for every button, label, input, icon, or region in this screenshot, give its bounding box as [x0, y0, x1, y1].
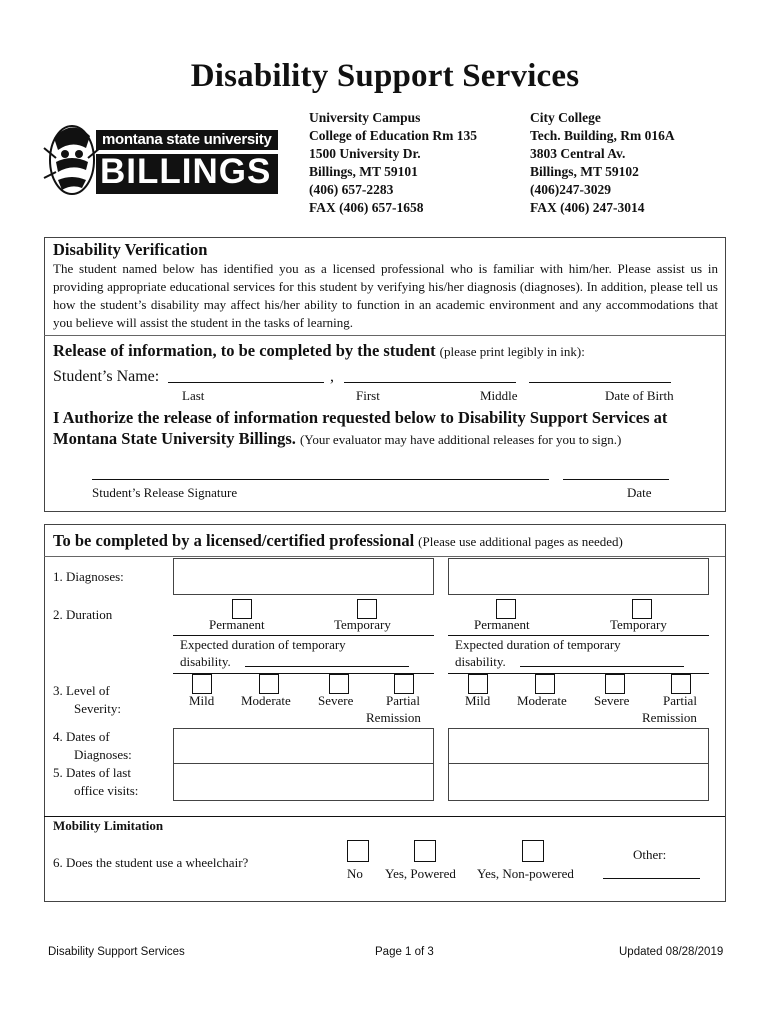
page-number: Page 1 of 3	[375, 946, 434, 958]
address-line: FAX (406) 657-1658	[309, 200, 424, 215]
partial-label-1: Partial	[386, 693, 420, 708]
address-line: (406) 657-2283	[309, 182, 394, 197]
city-college-address	[530, 109, 675, 217]
mild-checkbox-1[interactable]	[192, 674, 212, 694]
dates-office-input-2[interactable]	[448, 763, 709, 801]
other-label: Other:	[633, 847, 667, 862]
moderate-checkbox-1[interactable]	[259, 674, 279, 694]
authorize-note: (Your evaluator may have additional releases for you to sign.)	[299, 432, 622, 447]
release-heading: Release of information, to be completed by the student	[53, 341, 436, 360]
other-field[interactable]	[603, 878, 700, 879]
first-label: First	[356, 388, 380, 403]
date-of-birth-field[interactable]	[529, 382, 671, 383]
temporary-label-2: Temporary	[610, 617, 667, 632]
signature-label: Student’s Release Signature	[92, 485, 238, 500]
signature-date-label: Date	[627, 485, 652, 500]
moderate-label-2: Moderate	[517, 693, 567, 708]
student-name-label: Student’s Name:	[53, 368, 160, 385]
severe-label-2: Severe	[594, 693, 630, 708]
dates-diagnoses-label-1: 4. Dates of	[53, 729, 110, 744]
severe-checkbox-1[interactable]	[329, 674, 349, 694]
address-line: Billings, MT 59101	[309, 164, 418, 179]
mild-label-1: Mild	[189, 693, 215, 708]
release-heading-note: (please print legibly in ink):	[439, 344, 585, 359]
professional-heading-row	[53, 531, 623, 551]
divider	[44, 556, 725, 557]
remission-label-1: Remission	[366, 710, 421, 725]
wheelchair-nonpowered-label: Yes, Non-powered	[477, 866, 574, 881]
wheelchair-powered-label: Yes, Powered	[385, 866, 456, 881]
permanent-checkbox-1[interactable]	[232, 599, 252, 619]
dates-diagnoses-label-2: Diagnoses:	[74, 747, 132, 762]
address-line: College of Education Rm 135	[309, 128, 477, 143]
expected-duration-label-2: disability.	[180, 654, 231, 669]
partial-remission-checkbox-2[interactable]	[671, 674, 691, 694]
address-line: Billings, MT 59102	[530, 164, 639, 179]
duration-label: 2. Duration	[53, 607, 113, 622]
severe-label-1: Severe	[318, 693, 354, 708]
page-title: Disability Support Services	[190, 58, 580, 94]
wheelchair-nonpowered-checkbox[interactable]	[522, 840, 544, 862]
verification-heading: Disability Verification	[53, 240, 208, 259]
partial-label-2: Partial	[663, 693, 697, 708]
verification-text: The student named below has identified you as a licensed professional who is familiar with him/her. Please assist us in providing appropriate educational services for this student by verifying his/her diagnosis (diagnoses). In addition, please tell us how the student’s disability may affect his/her ability to function in an academic environment and any accommodations that you believe will assist the student in the tasks of learning.	[53, 261, 718, 330]
signature-field[interactable]	[92, 479, 549, 480]
last-name-field[interactable]	[168, 382, 324, 383]
signature-date-field[interactable]	[563, 479, 669, 480]
name-comma: ,	[330, 368, 334, 385]
dates-office-input-1[interactable]	[173, 763, 434, 801]
authorize-text-line1: I Authorize the release of information requested below to Disability Support Services at	[53, 408, 668, 427]
diagnoses-label: 1. Diagnoses:	[53, 569, 124, 584]
wheelchair-powered-checkbox[interactable]	[414, 840, 436, 862]
middle-label: Middle	[480, 388, 518, 403]
dates-diagnoses-input-2[interactable]	[448, 728, 709, 764]
permanent-checkbox-2[interactable]	[496, 599, 516, 619]
address-line: FAX (406) 247-3014	[530, 200, 645, 215]
dob-label: Date of Birth	[605, 388, 674, 403]
professional-heading: To be completed by a licensed/certified professional	[53, 531, 415, 550]
diagnoses-input-2[interactable]	[448, 558, 709, 595]
professional-heading-note: (Please use additional pages as needed)	[418, 534, 623, 549]
wheelchair-question: 6. Does the student use a wheelchair?	[53, 855, 249, 870]
divider	[44, 816, 725, 817]
diagnoses-input-1[interactable]	[173, 558, 434, 595]
permanent-label-2: Permanent	[474, 617, 530, 632]
temporary-checkbox-1[interactable]	[357, 599, 377, 619]
first-middle-name-field[interactable]	[344, 382, 516, 383]
address-line: 3803 Central Av.	[530, 146, 626, 161]
footer-left: Disability Support Services	[48, 946, 185, 958]
last-label: Last	[182, 388, 205, 403]
logo-text-billings: BILLINGS	[100, 152, 272, 191]
expected-duration-label-1: Expected duration of temporary	[455, 637, 621, 652]
logo-text-university: montana state university	[102, 131, 272, 148]
address-line: City College	[530, 110, 601, 125]
severity-label-2: Severity:	[74, 701, 121, 716]
expected-duration-field-1[interactable]	[245, 666, 409, 667]
address-line: University Campus	[309, 110, 421, 125]
expected-duration-label-2: disability.	[455, 654, 506, 669]
temporary-checkbox-2[interactable]	[632, 599, 652, 619]
expected-duration-field-2[interactable]	[520, 666, 684, 667]
authorize-text-line2	[53, 429, 621, 449]
dates-office-label-1: 5. Dates of last	[53, 765, 131, 780]
temporary-label-1: Temporary	[334, 617, 391, 632]
moderate-checkbox-2[interactable]	[535, 674, 555, 694]
release-heading-row	[53, 341, 585, 361]
divider	[448, 635, 709, 636]
severe-checkbox-2[interactable]	[605, 674, 625, 694]
remission-label-2: Remission	[642, 710, 697, 725]
severity-label-1: 3. Level of	[53, 683, 110, 698]
university-campus-address	[309, 109, 477, 217]
address-line: 1500 University Dr.	[309, 146, 421, 161]
authorize-institution: Montana State University Billings.	[53, 429, 296, 448]
divider	[44, 335, 725, 336]
moderate-label-1: Moderate	[241, 693, 291, 708]
footer-updated: Updated 08/28/2019	[619, 946, 724, 958]
permanent-label-1: Permanent	[209, 617, 265, 632]
mild-label-2: Mild	[465, 693, 491, 708]
mild-checkbox-2[interactable]	[468, 674, 488, 694]
dates-diagnoses-input-1[interactable]	[173, 728, 434, 764]
address-line: Tech. Building, Rm 016A	[530, 128, 675, 143]
wheelchair-no-checkbox[interactable]	[347, 840, 369, 862]
address-line: (406)247-3029	[530, 182, 611, 197]
dates-office-label-2: office visits:	[74, 783, 139, 798]
divider	[173, 635, 434, 636]
partial-remission-checkbox-1[interactable]	[394, 674, 414, 694]
mobility-heading: Mobility Limitation	[53, 818, 164, 833]
expected-duration-label-1: Expected duration of temporary	[180, 637, 346, 652]
wheelchair-no-label: No	[347, 866, 363, 881]
msub-logo	[42, 118, 282, 200]
